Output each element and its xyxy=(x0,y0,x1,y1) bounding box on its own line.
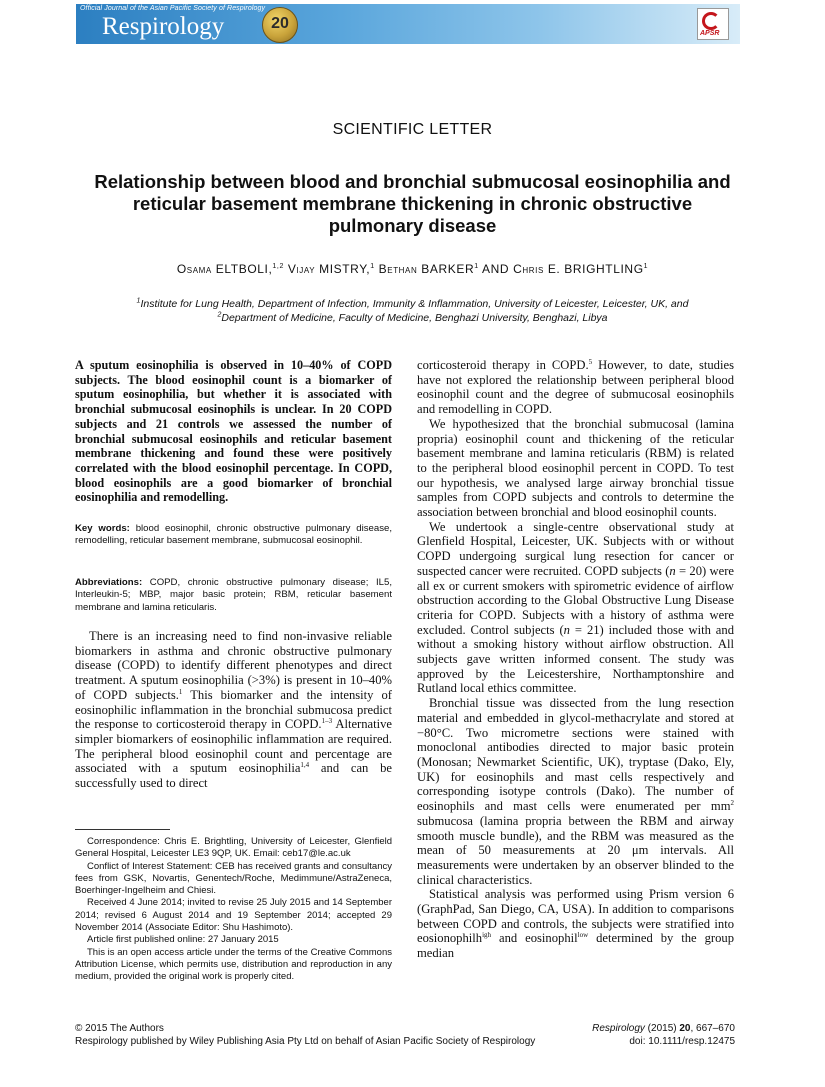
author-name: Vijay MISTRY, xyxy=(283,262,371,276)
affiliation-2 xyxy=(80,311,745,325)
author-affil-sup: 1,2 xyxy=(272,263,284,270)
author-affil-sup: 1 xyxy=(474,263,479,270)
affiliations xyxy=(80,297,745,325)
citation-sup: 5 xyxy=(588,357,593,366)
citation-sup: 1–3 xyxy=(321,717,333,726)
author-name: AND Chris E. BRIGHTLING xyxy=(478,262,644,276)
publisher-note: Respirology published by Wiley Publishing Asia Pty Ltd on behalf of Asian Pacific Society of Respirology xyxy=(75,1036,536,1047)
body-paragraph-methods xyxy=(417,520,734,696)
copyright: © 2015 The Authors xyxy=(75,1023,164,1034)
body-paragraph-statistics xyxy=(417,887,734,961)
keywords-label: Key words: xyxy=(75,523,130,534)
body-text: However, to date, studies have not explored the relationship between peripheral blood eosinophil count and the degree of submucosal eosinophils and remodelling in COPD. xyxy=(417,358,734,417)
apsr-logo-icon xyxy=(697,8,729,40)
body-text: = 20) were all ex or current smokers with spirometric evidence of airflow obstruction according to the Global Obstructive Lung Disease criteria for COPD. Subjects with a history of asthma were excluded. Control subjects ( xyxy=(417,563,734,637)
author-name: Bethan BARKER xyxy=(374,262,475,276)
received-note: Received 4 June 2014; invited to revise 25 July 2015 and 14 September 2014; revised 6 August 2014 and 19 September 2014; accepted 29 November 2014 (Associate Editor: Shu Hashimoto). xyxy=(75,897,392,934)
journal-name: Respirology xyxy=(102,13,225,40)
body-paragraph-hypothesis: We hypothesized that the bronchial submucosal (lamina propria) eosinophil count and thickening of the reticular basement membrane and lamina reticularis (RBM) is related to the peripheral blood eosinophil percent in COPD. To test our hypothesis, we analysed large airway bronchial tissue samples from COPD subjects and controls to determine the association between bronchial and blood eosinophil counts. xyxy=(417,416,734,520)
abbreviations xyxy=(75,577,392,614)
affiliation-1-sup: 1 xyxy=(136,297,141,305)
body-text: and eosinophil xyxy=(491,931,578,946)
apsr-logo-text: APSR xyxy=(700,30,720,37)
footer-volume: 20 xyxy=(679,1023,691,1034)
footer-pages: , 667–670 xyxy=(690,1023,735,1034)
body-text: Bronchial tissue was dissected from the lung resection material and embedded in glycol-methacrylate and stored at −80°C. Two micrometre sections were stained with monoclonal antibodies directed to major basic protein (Monosan; Newmarket Scientific, UK), tryptase (Dako, Ely, UK) for eosinophils and mast cells respectively and corresponding isotype controls (Dako). The number of eosinophils and mast cells were enumerated per mm xyxy=(417,696,734,814)
body-text: We undertook a single-centre observational study at Glenfield Hospital, Leicester, UK. Subjects with or without COPD undergoing surgical lung resection for cancer or suspected cancer were recruited. COPD subjects ( xyxy=(417,519,734,578)
body-text-italic: n xyxy=(563,622,570,637)
author-affil-sup: 1 xyxy=(370,263,375,270)
section-label: SCIENTIFIC LETTER xyxy=(332,121,493,138)
footnote-divider xyxy=(75,829,170,830)
keywords xyxy=(75,523,392,548)
body-text-italic: n xyxy=(669,563,676,578)
footer-year: (2015) xyxy=(644,1023,680,1034)
body-paragraph-tissue xyxy=(417,696,734,887)
license-note: This is an open access article under the terms of the Creative Commons Attribution License, which permits use, distribution and reproduction in any medium, provided the original work is properly cited. xyxy=(75,946,392,983)
author-name: Osama ELTBOLI, xyxy=(176,262,273,276)
footnotes xyxy=(75,836,392,984)
body-right-column xyxy=(417,358,734,961)
body-paragraph xyxy=(417,358,734,417)
body-text: There is an increasing need to find non-invasive reliable biomarkers in asthma and chronic obstructive pulmonary disease (COPD) to identify different phenotypes and direct treatment. A sputum eosinophilia (>3%) is present in 10–40% of COPD subjects. xyxy=(75,629,392,702)
anniversary-badge-icon xyxy=(262,7,298,43)
apsr-logo-arc xyxy=(702,12,720,30)
abstract: A sputum eosinophilia is observed in 10–40% of COPD subjects. The blood eosinophil count is a biomarker of sputum eosinophilia, but whether it is associated with bronchial submucosal eosinophils is unclear. In 20 COPD subjects and 21 controls we assessed the number of bronchial submucosal eosinophils and reticular basement membrane thickening and found these were positively correlated with the blood eosinophil percentage. In COPD, blood eosinophils are a good biomarker of bronchial eosinophilia and remodelling. xyxy=(75,358,392,505)
journal-banner xyxy=(76,4,740,44)
doi: doi: 10.1111/resp.12475 xyxy=(629,1036,735,1047)
footer-journal: Respirology xyxy=(592,1023,645,1034)
abbreviations-label: Abbreviations: xyxy=(75,577,143,588)
body-paragraph-intro xyxy=(75,629,392,791)
journal-tagline: Official Journal of the Asian Pacific Society of Respirology xyxy=(80,5,266,12)
superscript: igh xyxy=(482,931,492,940)
author-affil-sup: 1 xyxy=(643,263,649,270)
citation-sup: 1,4 xyxy=(300,761,310,770)
body-text: and can be successfully used to direct xyxy=(75,761,392,791)
body-text: This biomarker and the intensity of eosinophilic inflammation in the bronchial submucosa predict the response to corticosteroid therapy in COPD. xyxy=(75,687,392,732)
abbreviations-text: COPD, chronic obstructive pulmonary disease; IL5, Interleukin-5; MBP, major basic protein; RBM, reticular basement membrane and lamina reticularis. xyxy=(75,577,392,613)
correspondence-note: Correspondence: Chris E. Brightling, University of Leicester, Glenfield General Hospital, Leicester LE3 9QP, UK. Email: ceb17@le.ac.uk xyxy=(75,836,392,860)
keywords-text: blood eosinophil, chronic obstructive pulmonary disease, remodelling, reticular basement membrane, submucosal eosinophil. xyxy=(75,523,392,547)
body-text: Alternative simpler biomarkers of eosinophilic inflammation are required. The peripheral blood eosinophil count and percentage are associated with a sputum eosinophilia xyxy=(75,717,392,776)
affiliation-2-sup: 2 xyxy=(217,311,222,319)
article-title: Relationship between blood and bronchial submucosal eosinophilia and reticular basement membrane thickening in chronic obstructive pulmonary disease xyxy=(94,171,731,236)
citation-sup: 1 xyxy=(178,687,183,696)
affiliation-1-text: Institute for Lung Health, Department of Infection, Immunity & Inflammation, University of Leicester, Leicester, UK, and xyxy=(140,298,689,310)
body-text: determined by the group median xyxy=(417,931,734,961)
conflict-note: Conflict of Interest Statement: CEB has received grants and consultancy fees from GSK, Novartis, Genentech/Roche, Medimmune/AstraZeneca, Boerhinger-Ingelheim and Chiesi. xyxy=(75,860,392,897)
body-text: submucosa (lamina propria between the RBM and airway smooth muscle bundle), and the RBM was measured as the mean of 50 measurements at 20 μm intervals. All measurements were undertaken by an observer blinded to the clinical characteristics. xyxy=(417,813,734,887)
affiliation-1 xyxy=(80,297,745,311)
citation-info xyxy=(592,1023,735,1034)
body-text: Statistical analysis was performed using Prism version 6 (GraphPad, San Diego, CA, USA). In addition to comparisons between COPD and controls, the subjects were stratified into eosionophilh xyxy=(417,887,734,946)
anniversary-number: 20 xyxy=(271,15,289,32)
body-text: corticosteroid therapy in COPD. xyxy=(417,358,589,372)
published-note: Article first published online: 27 January 2015 xyxy=(87,934,279,946)
body-text: = 21) included those with and without a smoking history without airflow obstruction. All subjects gave written informed consent. The study was approved by the Leicestershire, Northamptonshire and Rutland local ethics committee. xyxy=(417,622,734,696)
superscript: low xyxy=(577,931,589,940)
author-list xyxy=(0,262,825,276)
affiliation-2-text: Department of Medicine, Faculty of Medicine, Benghazi University, Benghazi, Libya xyxy=(221,312,608,324)
superscript: 2 xyxy=(730,798,734,807)
